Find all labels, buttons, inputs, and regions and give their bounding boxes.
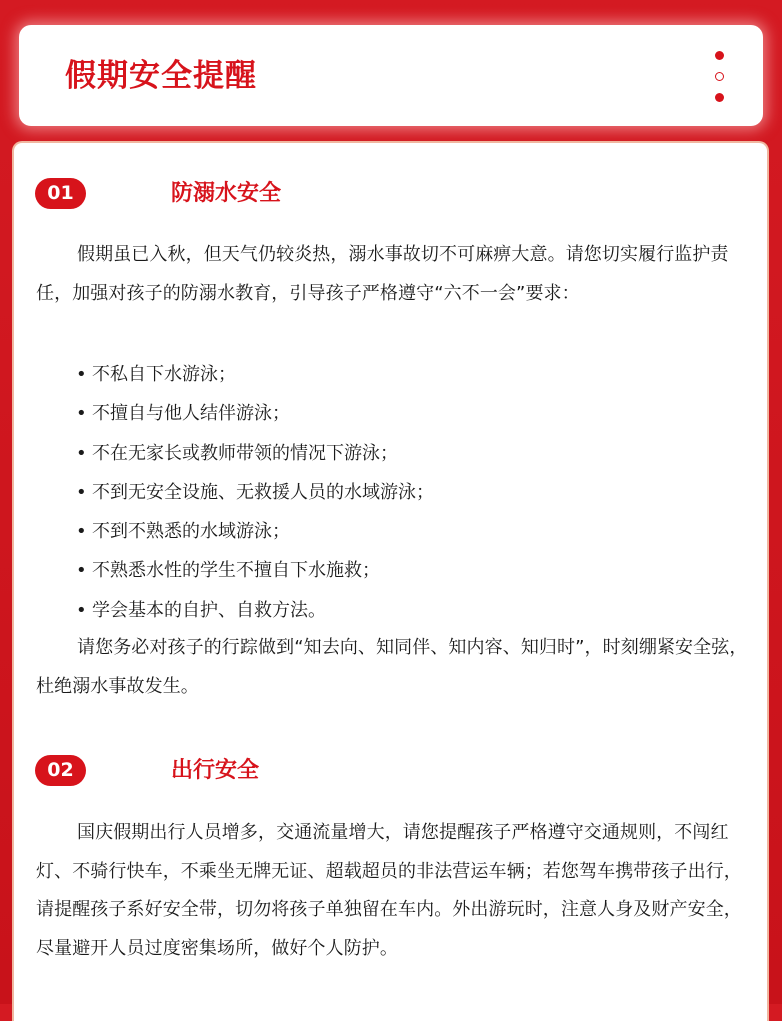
list-item: • 不到无安全设施、无救援人员的水域游泳； — [76, 473, 434, 512]
section-intro-paragraph: 国庆假期出行人员增多，交通流量增大，请您提醒孩子严格遵守交通规则，不闯红灯、不骑行快车，不乘坐无牌无证、超载超员的非法营运车辆；若您驾车携带孩子出行，请提醒孩子系好安全带，切勿将孩子单独留在车内。外出游玩时，注意人身及财产安全，尽量避开人员过度密集场所，做好个人防护。 — [36, 822, 742, 959]
rules-list — [76, 355, 434, 630]
section-header — [35, 755, 735, 787]
bullet-icon: • — [76, 599, 87, 621]
list-item: • 不熟悉水性的学生不擅自下水施救； — [76, 551, 434, 590]
bullet-icon: • — [76, 521, 87, 543]
content-card — [12, 141, 769, 1021]
list-item: • 不在无家长或教师带领的情况下游泳； — [76, 434, 434, 473]
bullet-icon: • — [76, 481, 87, 503]
dot-filled-icon — [715, 51, 724, 60]
dot-hollow-icon — [715, 72, 724, 81]
page-title: 假期安全提醒 — [65, 58, 257, 94]
bullet-icon: • — [76, 364, 87, 385]
dot-filled-icon — [715, 93, 724, 102]
section-number-badge: 02 — [35, 755, 86, 786]
list-item: • 学会基本的自护、自救方法。 — [76, 591, 434, 630]
section-header — [35, 178, 735, 210]
header-card — [19, 25, 763, 126]
menu-dots-icon — [715, 51, 725, 103]
section-title: 出行安全 — [171, 758, 260, 783]
section-number-badge: 01 — [35, 178, 86, 209]
list-item: • 不到不熟悉的水域游泳； — [76, 512, 434, 551]
bullet-icon: • — [76, 560, 87, 582]
bullet-icon: • — [76, 442, 87, 464]
list-item: • 不擅自与他人结伴游泳； — [76, 394, 434, 433]
list-item: • 不私自下水游泳； — [76, 355, 434, 394]
section-outro-paragraph: 请您务必对孩子的行踪做到“知去向、知同伴、知内容、知归时”，时刻绷紧安全弦，杜绝溺水事故发生。 — [36, 637, 748, 697]
section-intro-paragraph: 假期虽已入秋，但天气仍较炎热，溺水事故切不可麻痹大意。请您切实履行监护责任，加强对孩子的防溺水教育，引导孩子严格遵守“六不一会”要求： — [36, 244, 729, 304]
section-title: 防溺水安全 — [171, 181, 282, 206]
bullet-icon: • — [76, 403, 87, 425]
